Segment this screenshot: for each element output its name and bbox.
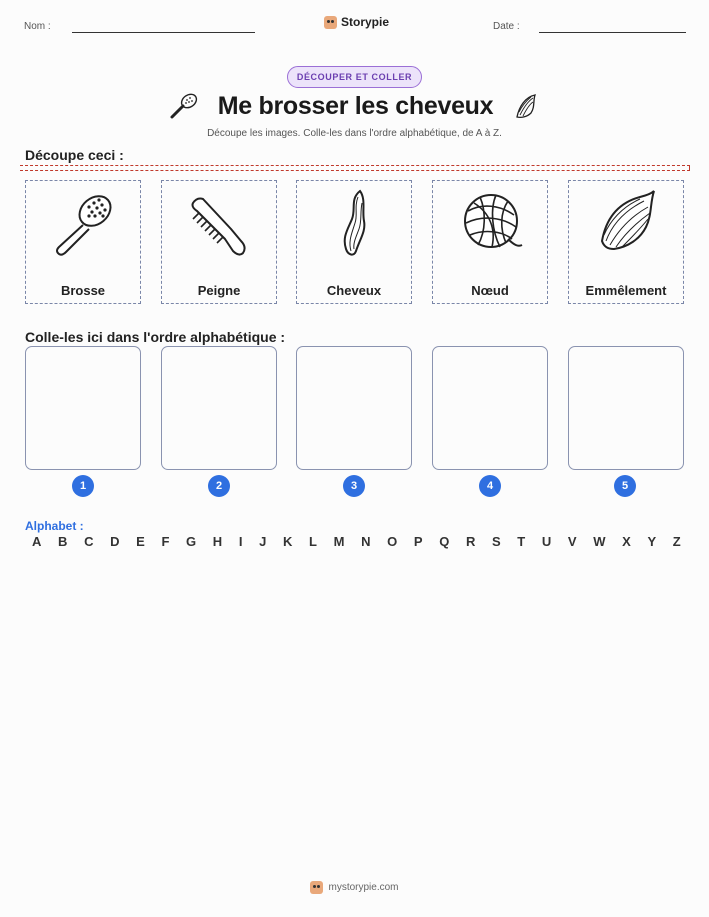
instructions: Découpe les images. Colle-les dans l'ordre alphabétique, de A à Z. [207, 128, 502, 139]
alphabet-letter: Y [647, 534, 657, 549]
hairbrush-decoration-icon [168, 91, 200, 121]
slot-number-2: 2 [208, 475, 230, 497]
alphabet-letter: U [541, 534, 552, 549]
alphabet-letter: L [309, 534, 317, 549]
slot-number-3: 3 [343, 475, 365, 497]
hair-decoration-icon [511, 91, 541, 121]
alphabet-heading: Alphabet : [25, 519, 84, 533]
alphabet-letter: C [84, 534, 94, 549]
alphabet-letter: I [238, 534, 243, 549]
alphabet-letter: A [32, 534, 42, 549]
alphabet-letter: R [465, 534, 476, 549]
alphabet-letter: X [622, 534, 631, 549]
card-label: Brosse [60, 283, 106, 298]
comb-icon [185, 189, 255, 259]
alphabet-letter: M [333, 534, 345, 549]
card-label: Nœud [471, 283, 509, 298]
paste-slot-5[interactable] [568, 346, 684, 470]
date-write-line[interactable] [539, 32, 686, 33]
name-label: Nom : [24, 21, 51, 32]
footer [310, 881, 398, 894]
alphabet-letter: H [212, 534, 223, 549]
alphabet-letter: O [387, 534, 398, 549]
paste-section-heading: Colle-les ici dans l'ordre alphabétique : [25, 329, 286, 345]
tangled-hair-icon [592, 189, 662, 259]
name-write-line[interactable] [72, 32, 255, 33]
slot-number-5: 5 [614, 475, 636, 497]
alphabet-letter: J [259, 534, 267, 549]
alphabet-letter: N [361, 534, 371, 549]
cut-card-brosse[interactable] [25, 180, 141, 304]
slot-number-1: 1 [72, 475, 94, 497]
alphabet-letter: G [186, 534, 197, 549]
footer-site[interactable]: mystorypie.com [328, 882, 399, 893]
storypie-logo-icon [324, 16, 337, 29]
hairbrush-icon [49, 189, 119, 259]
alphabet-letter: W [593, 534, 606, 549]
hair-lock-icon [320, 189, 390, 259]
cut-line [20, 165, 690, 171]
activity-badge: DÉCOUPER ET COLLER [287, 66, 422, 88]
paste-slot-1[interactable] [25, 346, 141, 470]
card-label: Emmêlement [585, 283, 667, 298]
page-title: Me brosser les cheveux [217, 91, 494, 120]
card-label: Peigne [197, 283, 241, 298]
alphabet-letter: S [491, 534, 501, 549]
cut-card-cheveux[interactable] [296, 180, 412, 304]
cut-card-emmelement[interactable] [568, 180, 684, 304]
brand-name: Storypie [341, 15, 390, 29]
alphabet-letter: T [517, 534, 526, 549]
alphabet-letter: F [161, 534, 170, 549]
alphabet-letter: V [567, 534, 577, 549]
cut-card-noeud[interactable] [432, 180, 548, 304]
cut-section-heading: Découpe ceci : [25, 147, 124, 163]
alphabet-letter: P [413, 534, 423, 549]
date-label: Date : [493, 21, 520, 32]
alphabet-letter: Q [439, 534, 450, 549]
alphabet-letter: E [136, 534, 145, 549]
paste-slot-4[interactable] [432, 346, 548, 470]
storypie-logo-icon [310, 881, 323, 894]
alphabet-letter: Z [672, 534, 681, 549]
brand-header [324, 15, 389, 29]
paste-slot-2[interactable] [161, 346, 277, 470]
alphabet-letter: B [58, 534, 68, 549]
alphabet-letter: D [110, 534, 120, 549]
alphabet-row [32, 534, 681, 549]
slot-number-4: 4 [479, 475, 501, 497]
paste-slot-3[interactable] [296, 346, 412, 470]
cut-card-peigne[interactable] [161, 180, 277, 304]
card-label: Cheveux [326, 283, 382, 298]
alphabet-letter: K [282, 534, 293, 549]
yarn-knot-icon [456, 189, 526, 259]
